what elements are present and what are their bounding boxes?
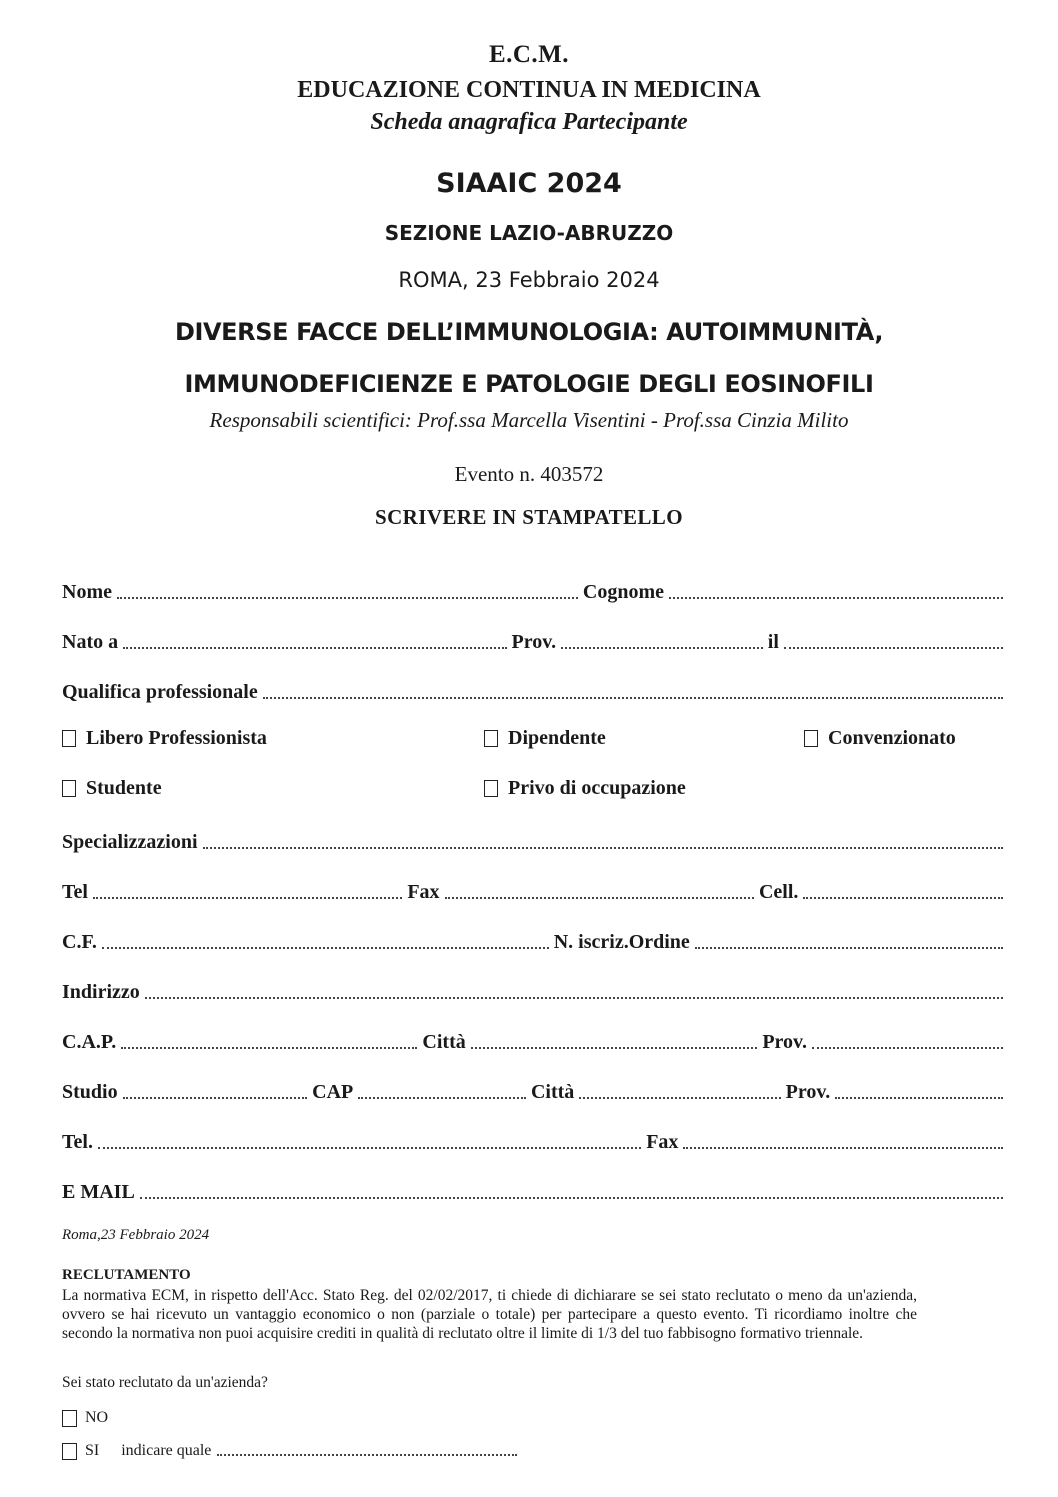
privo-occupazione-checkbox[interactable] (484, 780, 498, 797)
dipendente-option[interactable] (484, 727, 606, 750)
cf-label: C.F. (62, 931, 97, 953)
qualifica-field[interactable] (263, 697, 1003, 699)
row-cap (62, 1024, 1003, 1054)
reclutamento-title: RECLUTAMENTO (62, 1267, 191, 1283)
convenzionato-label: Convenzionato (828, 727, 956, 749)
libero-professionista-label: Libero Professionista (86, 727, 267, 749)
reclutamento-question: Sei stato reclutato da un'azienda? (62, 1374, 268, 1391)
nome-field[interactable] (117, 597, 578, 599)
row-qualifica (62, 674, 1003, 704)
prov-nascita-label: Prov. (511, 631, 557, 653)
studente-option[interactable] (62, 777, 162, 800)
nome-label: Nome (62, 581, 112, 603)
nato-a-label: Nato a (62, 631, 119, 653)
event-title-line2: IMMUNODEFICIENZE E PATOLOGIE DEGLI EOSINOFILI (184, 370, 874, 398)
studio-label: Studio (62, 1081, 118, 1103)
reclutato-si-label: SI (85, 1442, 100, 1459)
prov-studio-label: Prov. (785, 1081, 831, 1103)
prov-label: Prov. (762, 1031, 807, 1053)
tel-field[interactable] (93, 897, 402, 899)
privo-occupazione-option[interactable] (484, 777, 686, 800)
event-number: Evento n. 403572 (454, 462, 604, 486)
tel-studio-field[interactable] (98, 1147, 641, 1149)
reclutato-no-checkbox[interactable] (62, 1410, 77, 1427)
convenzionato-checkbox[interactable] (804, 730, 818, 747)
cognome-label: Cognome (582, 581, 664, 603)
event-section: SEZIONE LAZIO-ABRUZZO (384, 221, 674, 245)
header-ecm: E.C.M. (488, 41, 570, 68)
libero-professionista-option[interactable] (62, 727, 267, 750)
nato-a-field[interactable] (123, 647, 506, 649)
email-label: E MAIL (62, 1181, 135, 1203)
cap-field[interactable] (121, 1047, 417, 1049)
event-title-line1: DIVERSE FACCE DELL’IMMUNOLOGIA: AUTOIMMUNITÀ, (174, 318, 884, 346)
citta-studio-field[interactable] (579, 1097, 780, 1099)
row-tel-studio (62, 1124, 1003, 1154)
cap-studio-field[interactable] (358, 1097, 526, 1099)
citta-field[interactable] (471, 1047, 758, 1049)
scientific-supervisors: Responsabili scientifici: Prof.ssa Marcella Visentini - Prof.ssa Cinzia Milito (209, 408, 849, 432)
prov-field[interactable] (812, 1047, 1003, 1049)
cell-field[interactable] (803, 897, 1003, 899)
row-specializzazioni (62, 824, 1003, 854)
row-email (62, 1174, 1003, 1204)
fax-field[interactable] (445, 897, 754, 899)
row-cf (62, 924, 1003, 954)
reclutato-si-option[interactable] (62, 1442, 517, 1460)
prov-nascita-field[interactable] (561, 647, 763, 649)
row-indirizzo (62, 974, 1003, 1004)
reclutato-no-label: NO (85, 1409, 109, 1426)
cap-studio-label: CAP (312, 1081, 354, 1103)
tel-label: Tel (62, 881, 88, 903)
prov-studio-field[interactable] (835, 1097, 1003, 1099)
print-instruction: SCRIVERE IN STAMPATELLO (375, 505, 683, 529)
row-nome-cognome (62, 574, 1003, 604)
qualifica-label: Qualifica professionale (62, 681, 258, 703)
dipendente-label: Dipendente (508, 727, 606, 749)
dipendente-checkbox[interactable] (484, 730, 498, 747)
row-contatti (62, 874, 1003, 904)
place-date-footer: Roma,23 Febbraio 2024 (62, 1227, 210, 1243)
tel-studio-label: Tel. (62, 1131, 93, 1153)
reclutato-si-checkbox[interactable] (62, 1443, 77, 1460)
cell-label: Cell. (758, 881, 799, 903)
indirizzo-label: Indirizzo (62, 981, 140, 1003)
row-nascita (62, 624, 1003, 654)
studente-label: Studente (86, 777, 162, 799)
fax-label: Fax (407, 881, 440, 903)
specializzazioni-label: Specializzazioni (62, 831, 198, 853)
studio-field[interactable] (123, 1097, 308, 1099)
specializzazioni-field[interactable] (203, 847, 1003, 849)
studente-checkbox[interactable] (62, 780, 76, 797)
data-nascita-label: il (767, 631, 779, 653)
reclutato-no-option[interactable] (62, 1409, 108, 1427)
convenzionato-option[interactable] (804, 727, 956, 750)
event-name: SIAAIC 2024 (436, 168, 622, 199)
cap-label: C.A.P. (62, 1031, 117, 1053)
fax-studio-field[interactable] (683, 1147, 1003, 1149)
data-nascita-field[interactable] (784, 647, 1003, 649)
reclutamento-text: La normativa ECM, in rispetto dell'Acc. Stato Reg. del 02/02/2017, ti chiede di dichiarare se sei stato reclutato o meno da un'azienda, ovvero se hai ricevuto un vantaggio economico o non (parziale o totale) per partecipare a questo evento. Ti ricordiamo inoltre che secondo la normativa non puoi acquisire crediti in qualità di reclutato oltre il limite di 1/3 del tuo fabbisogno formativo triennale. (62, 1287, 917, 1342)
citta-studio-label: Città (530, 1081, 575, 1103)
indirizzo-field[interactable] (145, 997, 1003, 999)
libero-professionista-checkbox[interactable] (62, 730, 76, 747)
privo-occupazione-label: Privo di occupazione (508, 777, 686, 799)
row-studio (62, 1074, 1003, 1104)
header-educazione: EDUCAZIONE CONTINUA IN MEDICINA (297, 77, 761, 103)
citta-label: Città (422, 1031, 466, 1053)
indicare-quale-label: indicare quale (121, 1442, 212, 1459)
event-place-date: ROMA, 23 Febbraio 2024 (398, 268, 660, 292)
fax-studio-label: Fax (646, 1131, 679, 1153)
indicare-quale-field[interactable] (217, 1454, 517, 1456)
cognome-field[interactable] (669, 597, 1003, 599)
email-field[interactable] (140, 1197, 1003, 1199)
iscrizione-field[interactable] (695, 947, 1003, 949)
header-scheda: Scheda anagrafica Partecipante (370, 109, 688, 135)
cf-field[interactable] (102, 947, 549, 949)
iscrizione-label: N. iscriz.Ordine (553, 931, 690, 953)
